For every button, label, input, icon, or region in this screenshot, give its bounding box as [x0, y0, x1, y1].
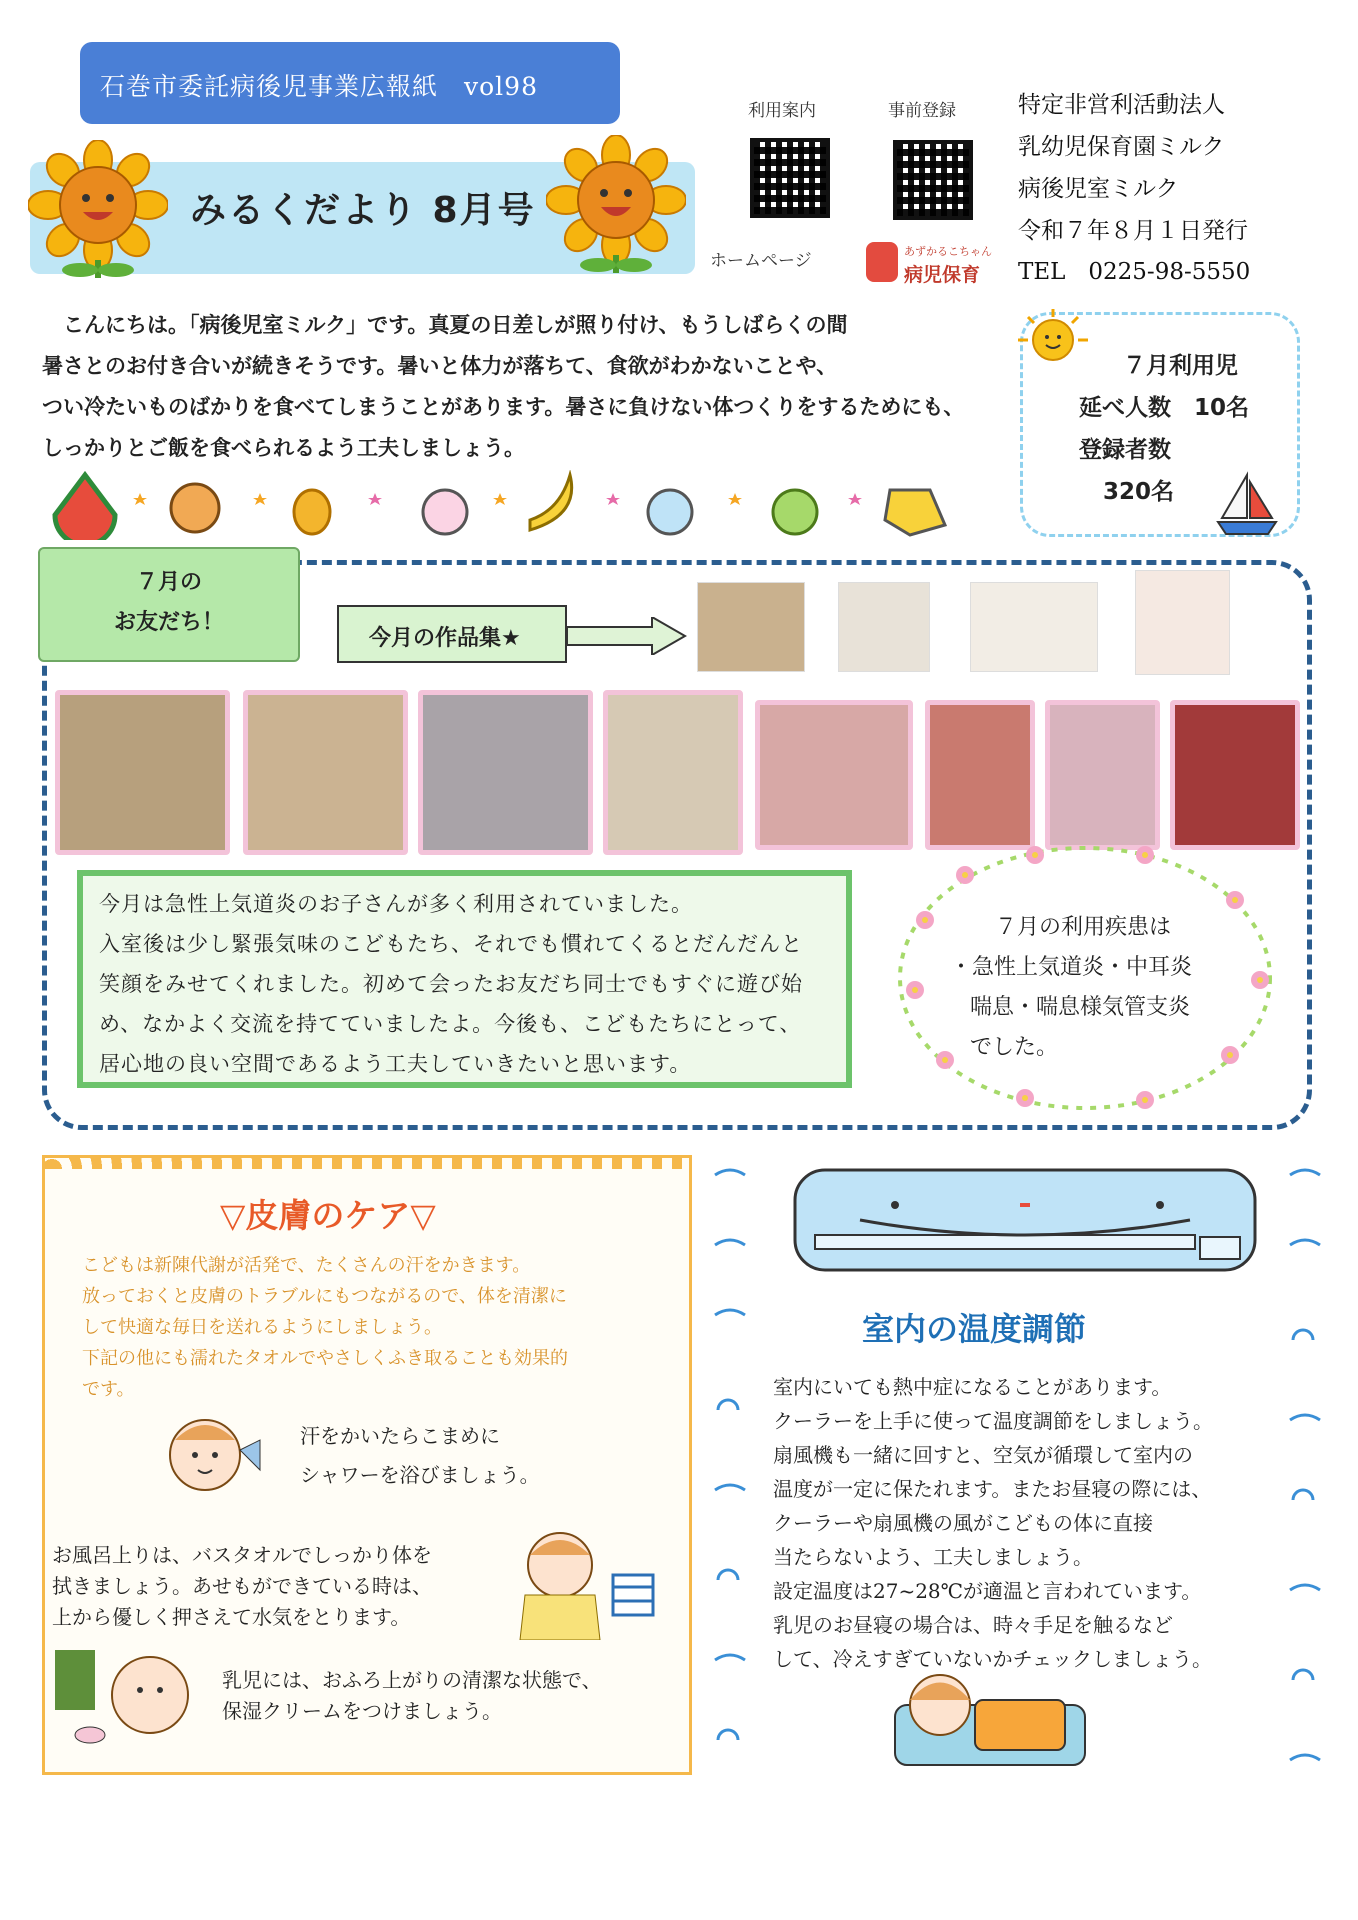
skin-intro-line: 放っておくと皮膚のトラブルにもつながるので、体を清潔に: [82, 1286, 567, 1307]
artwork-photo: [970, 582, 1098, 672]
org-line-2: 乳幼児保育園ミルク: [1018, 134, 1225, 160]
melon-icon: [773, 490, 817, 534]
org-line-1: 特定非営利活動法人: [1018, 92, 1225, 118]
intro-line: 暑さとのお付き合いが続きそうです。暑いと体力が落ちて、食欲がわかないことや、: [42, 354, 838, 378]
wave-border-right: [1285, 1160, 1330, 1800]
skin-intro-line: して快適な毎日を送れるようにしましょう。: [82, 1317, 442, 1338]
child-photo: [1045, 700, 1160, 850]
temperature-line: 設定温度は27~28℃が適温と言われています。: [773, 1579, 1202, 1603]
stats-registered-label: 登録者数: [1079, 437, 1171, 463]
guide-qr-label: 利用案内: [748, 101, 816, 121]
temperature-line: クーラーを上手に使って温度調節をしましょう。: [773, 1409, 1213, 1433]
arrow-right-icon: [567, 617, 687, 655]
friends-text-line: 居心地の良い空間であるよう工夫していきたいと思います。: [99, 1052, 692, 1076]
temperature-line: 当たらないよう、工夫しましょう。: [773, 1545, 1093, 1569]
intro-line: しっかりとご飯を食べられるよう工夫しましょう。: [42, 436, 525, 460]
pineapple-icon: [294, 490, 330, 534]
fox-icon: [885, 490, 945, 535]
temperature-line: 温度が一定に保たれます。またお昼寝の際には、: [773, 1477, 1212, 1501]
friends-text-line: 入室後は少し緊張気味のこどもたち、それでも慣れてくるとだんだんと: [99, 932, 803, 956]
shower-child-icon: [150, 1410, 270, 1510]
skin-care-title: ▽皮膚のケア▽: [220, 1196, 436, 1235]
towel-child-icon: [505, 1525, 665, 1640]
brand-main-text: 病児保育: [904, 264, 981, 286]
napping-child-icon: [890, 1665, 1090, 1780]
works-gallery-label: 今月の作品集★: [337, 605, 567, 663]
issue-date: 令和７年８月１日発行: [1018, 218, 1248, 244]
skin-tip-line: シャワーを浴びましょう。: [300, 1463, 540, 1487]
child-photo: [1170, 700, 1300, 850]
skin-tip-line: お風呂上りは、バスタオルでしっかり体を: [52, 1543, 432, 1567]
friends-report-text: [77, 870, 852, 1088]
brand-logo-icon: [866, 242, 898, 282]
intro-line: つい冷たいものばかりを食べてしまうことがあります。暑さに負けない体つくりをするためにも、: [42, 395, 965, 419]
stats-registered-value: 320名: [1103, 479, 1175, 505]
register-qr-code[interactable]: [893, 140, 973, 220]
skin-intro-line: 下記の他にも濡れたタオルでやさしくふき取ることも効果的: [82, 1348, 568, 1369]
july-friends-label-line1: ７月の: [135, 570, 202, 595]
stats-total: 延べ人数 10名: [1079, 395, 1250, 421]
diseases-list: [900, 840, 1280, 1110]
baby-cream-icon: [55, 1640, 205, 1750]
banana-icon: [530, 475, 572, 530]
bear-icon: [171, 484, 219, 532]
sun-icon: [1008, 305, 1098, 375]
friends-text-line: め、なかよく交流を持てていましたよ。今後も、こどもたちにとって、: [99, 1012, 802, 1036]
skin-care-intro: [82, 1250, 662, 1405]
skin-tip-3: [222, 1665, 602, 1727]
air-conditioner-icon: [790, 1165, 1260, 1275]
temperature-line: 乳児のお昼寝の場合は、時々手足を触るなど: [773, 1613, 1173, 1637]
friends-text-line: 笑顔をみせてくれました。初めて会ったお友だち同士でもすぐに遊び始: [99, 972, 803, 996]
register-qr-label: 事前登録: [888, 101, 956, 121]
diseases-heading: ７月の利用疾患は: [995, 915, 1172, 940]
child-photo: [925, 700, 1035, 850]
skin-intro-line: こどもは新陳代謝が活発で、たくさんの汗をかきます。: [82, 1255, 531, 1276]
temperature-line: 室内にいても熱中症になることがあります。: [773, 1375, 1172, 1399]
skin-tip-line: 汗をかいたらこまめに: [300, 1424, 500, 1448]
july-friends-label: [38, 547, 300, 662]
intro-line: こんにちは。「病後児室ミルク」です。真夏の日差しが照り付け、もうしばらくの間: [42, 313, 848, 337]
artwork-photo: [697, 582, 805, 672]
watermelon-icon: [55, 475, 115, 540]
artwork-photo: [838, 582, 930, 672]
guide-qr-code[interactable]: [750, 138, 830, 218]
diseases-closing: でした。: [970, 1035, 1059, 1060]
mouse-icon: [648, 490, 692, 534]
child-photo: [418, 690, 593, 855]
temperature-line: クーラーや扇風機の風がこどもの体に直接: [773, 1511, 1153, 1535]
homepage-label: ホームページ: [710, 251, 812, 271]
child-photo: [243, 690, 408, 855]
diseases-item: 喘息・喘息様気管支炎: [970, 995, 1191, 1020]
diseases-item: ・急性上気道炎・中耳炎: [950, 955, 1193, 980]
temperature-line: 扇風機も一緒に回すと、空気が循環して室内の: [773, 1443, 1193, 1467]
skin-tip-line: 拭きましょう。あせもができている時は、: [52, 1574, 432, 1598]
org-line-3: 病後児室ミルク: [1018, 176, 1179, 202]
brand-small-text: あずかるこちゃん: [904, 245, 992, 258]
skin-tip-line: 上から優しく押さえて水気をとります。: [52, 1605, 411, 1629]
stats-heading: ７月利用児: [1123, 353, 1238, 379]
newsletter-banner: 石巻市委託病後児事業広報紙 vol98: [80, 42, 620, 124]
phone-number: TEL 0225-98-5550: [1018, 259, 1251, 285]
child-photo: [755, 700, 913, 850]
skin-tip-1: [300, 1421, 540, 1491]
sunflower-icon: [28, 140, 168, 280]
skin-intro-line: です。: [82, 1379, 135, 1400]
scalloped-border: [42, 1155, 692, 1169]
sailboat-icon: [1212, 470, 1282, 540]
temperature-body: [773, 1370, 1273, 1676]
intro-paragraph: [42, 305, 972, 469]
artwork-photo: [1135, 570, 1230, 675]
newsletter-title: みるくだより 8月号: [190, 190, 536, 231]
decorative-fruit-row: [50, 470, 970, 540]
skin-tip-2: [52, 1540, 432, 1633]
child-photo: [55, 690, 230, 855]
temperature-line: して、冷えすぎていないかチェックしましょう。: [773, 1647, 1212, 1671]
sunflower-icon: [546, 135, 686, 275]
wave-border-left: [710, 1160, 755, 1800]
july-friends-label-line2: お友だち！: [113, 610, 224, 635]
friends-text-line: 今月は急性上気道炎のお子さんが多く利用されていました。: [99, 892, 693, 916]
skin-tip-line: 乳児には、おふろ上がりの清潔な状態で、: [222, 1668, 602, 1692]
skin-tip-line: 保湿クリームをつけましょう。: [222, 1699, 502, 1723]
temperature-title: 室内の温度調節: [862, 1310, 1087, 1348]
rabbit-icon: [423, 490, 467, 534]
child-photo: [603, 690, 743, 855]
